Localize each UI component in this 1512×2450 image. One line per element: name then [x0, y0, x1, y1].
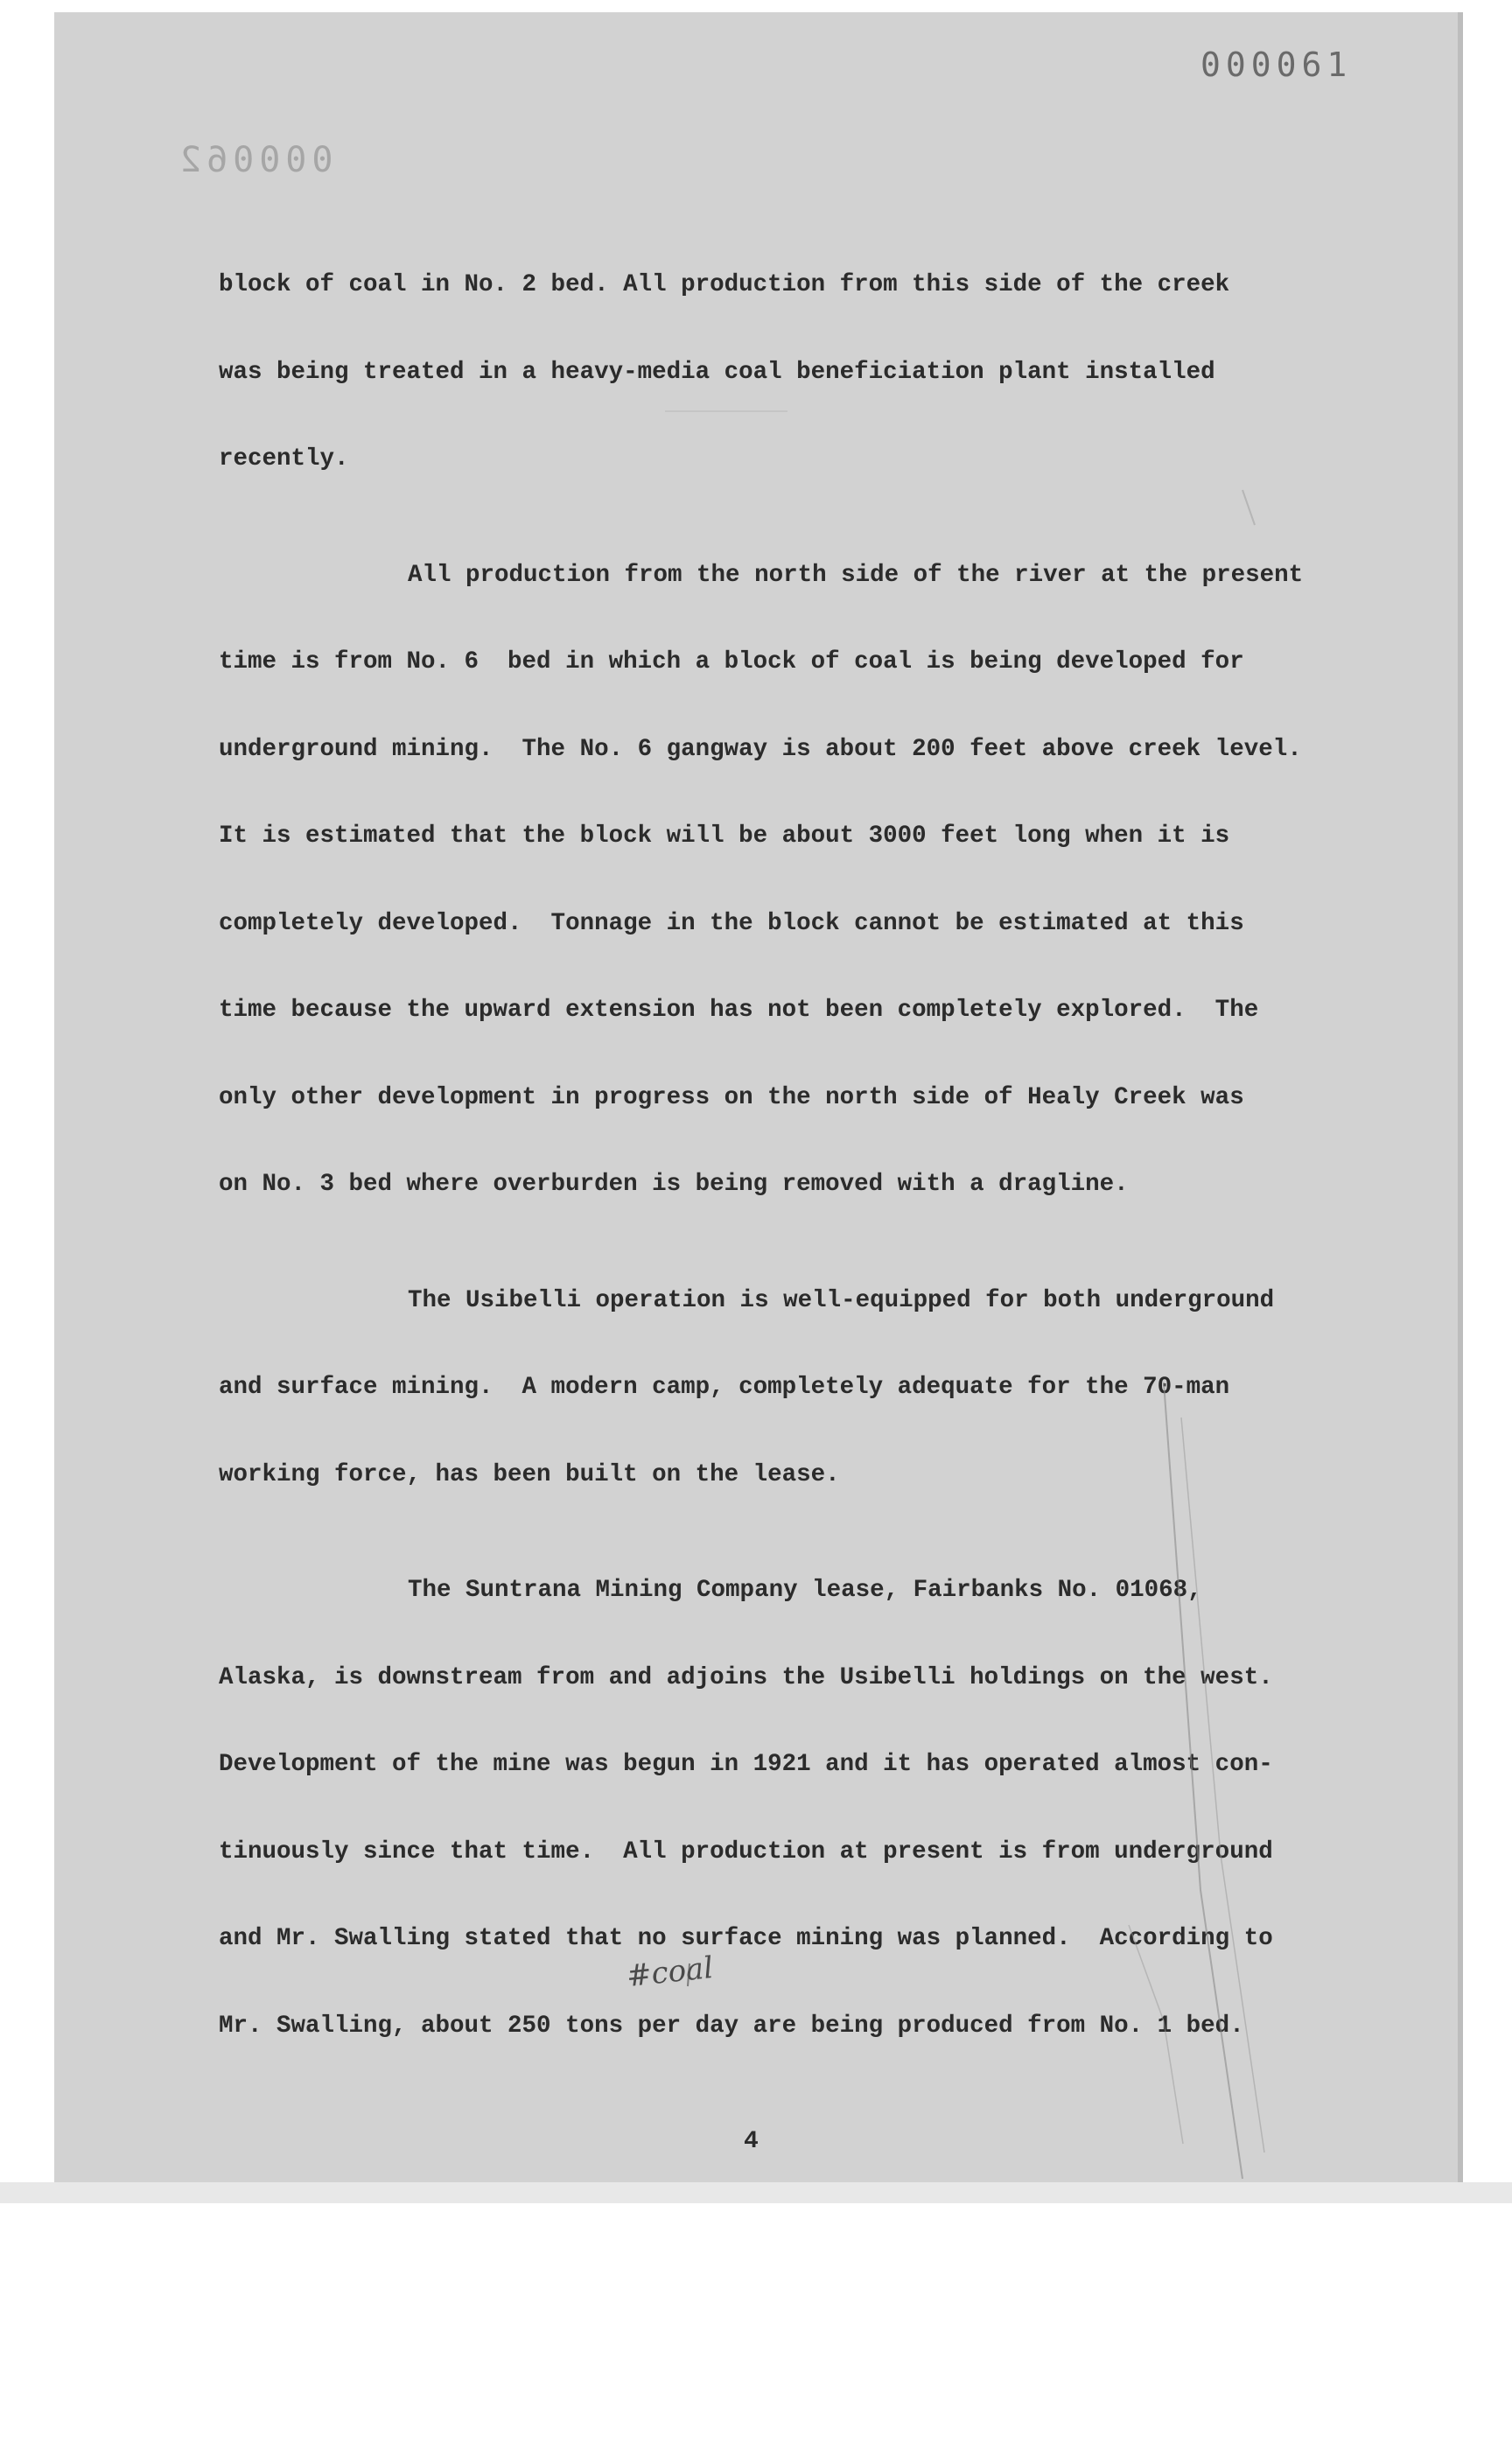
- bleed-through-stamp: 000062: [175, 140, 333, 180]
- document-body: [219, 242, 1348, 2098]
- handwritten-insertion: #coal: [625, 1950, 715, 1995]
- paragraph-2: [219, 532, 1348, 1228]
- text-line: completely developed. Tonnage in the block cannot be estimated at this: [219, 909, 1244, 937]
- text-line: recently.: [219, 445, 349, 472]
- text-line: underground mining. The No. 6 gangway is about 200 feet above creek level.: [219, 735, 1302, 763]
- text-line: time because the upward extension has not been completely explored. The: [219, 997, 1259, 1024]
- text-line: Development of the mine was begun in 1921 and it has operated almost con-: [219, 1751, 1273, 1778]
- paragraph-3: [219, 1257, 1348, 1519]
- scan-bottom-strip: [0, 2182, 1512, 2203]
- text-line: It is estimated that the block will be about 3000 feet long when it is: [219, 822, 1230, 850]
- text-line: tinuously since that time. All production at present is from underground: [219, 1838, 1273, 1866]
- text-line: All production from the north side of the river at the present: [408, 561, 1304, 589]
- text-line: time is from No. 6 bed in which a block of coal is being developed for: [219, 648, 1244, 676]
- text-line: and Mr. Swalling stated that no surface mining was planned. According to: [219, 1925, 1273, 1952]
- text-line: and surface mining. A modern camp, completely adequate for the 70-man: [219, 1374, 1230, 1401]
- paragraph-1: [219, 242, 1348, 503]
- document-number-stamp: 000061: [1200, 46, 1353, 84]
- text-line: only other development in progress on the north side of Healy Creek was: [219, 1083, 1244, 1111]
- paragraph-4: [219, 1547, 1348, 2069]
- text-line: Alaska, is downstream from and adjoins the Usibelli holdings on the west.: [219, 1663, 1273, 1691]
- text-line: block of coal in No. 2 bed. All production from this side of the creek: [219, 271, 1230, 298]
- text-line: The Suntrana Mining Company lease, Fairbanks No. 01068,: [408, 1577, 1202, 1604]
- text-line: on No. 3 bed where overburden is being removed with a dragline.: [219, 1171, 1129, 1198]
- text-line: Mr. Swalling, about 250 tons per day are being produced from No. 1 bed.: [219, 2012, 1244, 2040]
- text-line: was being treated in a heavy-media coal beneficiation plant installed: [219, 358, 1215, 386]
- text-line: The Usibelli operation is well-equipped for both underground: [408, 1286, 1275, 1314]
- page-number: 4: [744, 2128, 759, 2155]
- text-line: working force, has been built on the lease.: [219, 1460, 840, 1488]
